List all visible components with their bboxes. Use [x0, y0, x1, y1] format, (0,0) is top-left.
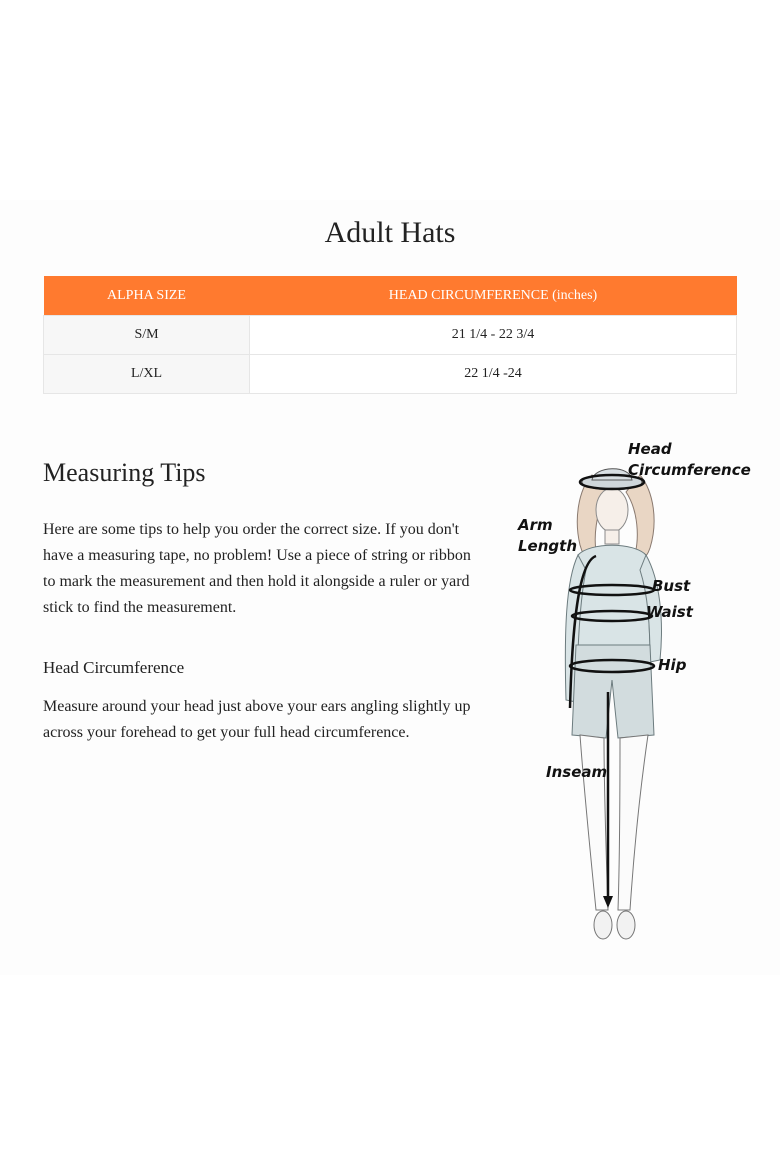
inseam-label: Inseam: [546, 763, 608, 781]
measuring-tips-intro: Here are some tips to help you order the correct size. If you don't have a measuring tape, no problem! Use a piece of string or ribbon to mark the measurement and then hold it alongside a ruler or yard stick to find the measurement.: [43, 521, 471, 616]
circumference-cell: 21 1/4 - 22 3/4: [250, 316, 737, 355]
header-head-circumference: HEAD CIRCUMFERENCE (inches): [250, 276, 737, 316]
hip-label: Hip: [658, 656, 687, 674]
page-title: Adult Hats: [324, 216, 456, 249]
table-row: [44, 355, 737, 394]
measuring-tips-heading: Measuring Tips: [43, 458, 206, 487]
size-cell: L/XL: [44, 355, 250, 394]
size-cell: S/M: [44, 316, 250, 355]
circumference-cell: 22 1/4 -24: [250, 355, 737, 394]
arm-label-line1: Arm: [518, 516, 553, 534]
header-alpha-size: ALPHA SIZE: [44, 276, 250, 316]
waist-label: Waist: [646, 603, 693, 621]
head-circumference-text: Measure around your head just above your ears angling slightly up across your forehead to get your full head circumference.: [43, 698, 471, 741]
woman-figure-illustration: [500, 430, 760, 950]
size-chart-table: [43, 276, 737, 394]
head-label-line1: Head: [628, 440, 672, 458]
bust-label: Bust: [652, 577, 691, 595]
table-header-row: [44, 276, 737, 316]
head-circumference-heading: Head Circumference: [43, 658, 185, 677]
arm-label-line2: Length: [518, 537, 577, 555]
table-row: [44, 316, 737, 355]
head-label-line2: Circumference: [628, 461, 751, 479]
measurement-illustration: [500, 430, 760, 950]
